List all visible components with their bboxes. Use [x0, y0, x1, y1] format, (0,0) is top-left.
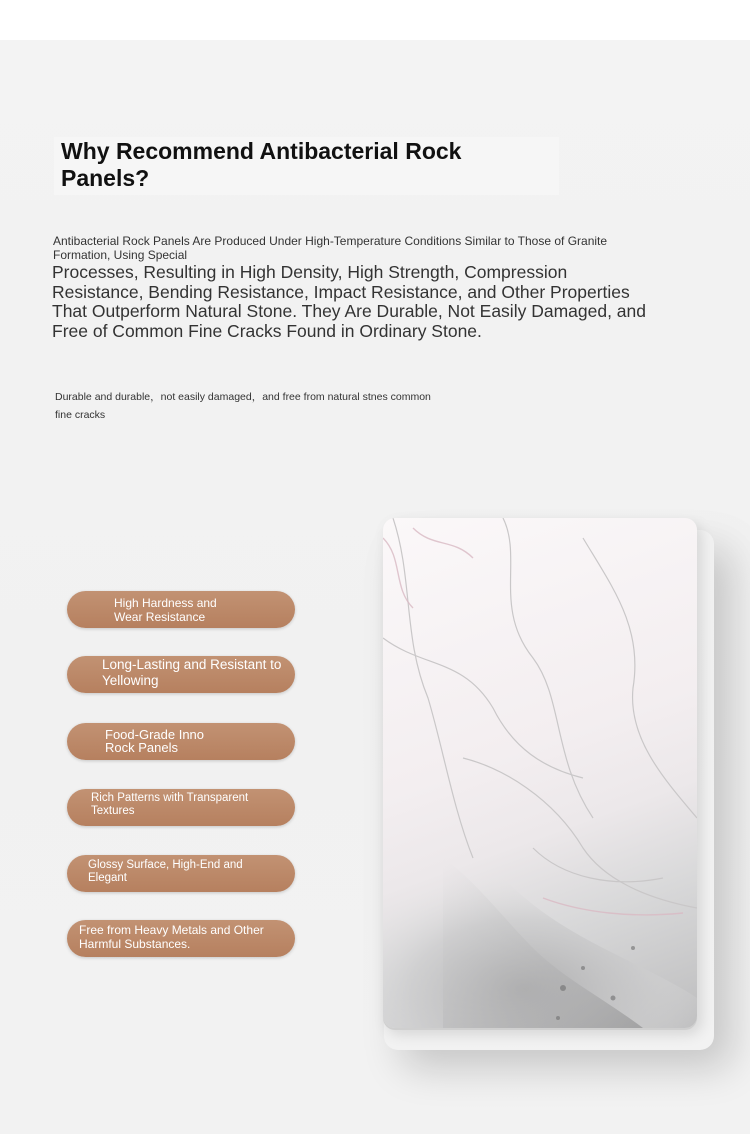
- feature-pill-heavy-metals: [67, 920, 295, 957]
- feature-pill-food-grade: [67, 723, 295, 760]
- feature-label: Free from Heavy Metals and Other Harmful Substances.: [79, 923, 264, 951]
- feature-label: Rich Patterns with Transparent Textures: [91, 792, 249, 817]
- page-title: Why Recommend Antibacterial Rock Panels?: [61, 138, 462, 191]
- feature-label: High Hardness and Wear Resistance: [114, 596, 217, 624]
- marble-veins-graphic: [383, 518, 697, 1028]
- feature-pill-glossy: [67, 855, 295, 892]
- feature-pill-patterns: [67, 789, 295, 826]
- caption-text: Durable and durable，not easily damaged，and free from natural stnes common fine cracks: [55, 391, 431, 421]
- feature-pill-hardness: [67, 591, 295, 628]
- feature-label: Food-Grade Inno Rock Panels: [105, 727, 205, 755]
- feature-label: Long-Lasting and Resistant to Yellowing: [102, 657, 282, 688]
- intro-large-text: Processes, Resulting in High Density, High Strength, Compression Resistance, Bending Resistance, Impact Resistance, and Other Properties That Outperform Natural Stone. They Are Durable, Not Easily Damaged, and Free of Common Fine Cracks Found in Ordinary Stone.: [52, 262, 647, 341]
- marble-slab-image: [383, 518, 697, 1028]
- intro-small-text: Antibacterial Rock Panels Are Produced Under High-Temperature Conditions Similar to Those of Granite Formation, Using Special: [53, 234, 608, 262]
- feature-label: Glossy Surface, High-End and Elegant: [88, 859, 243, 884]
- feature-pill-yellowing: [67, 656, 295, 693]
